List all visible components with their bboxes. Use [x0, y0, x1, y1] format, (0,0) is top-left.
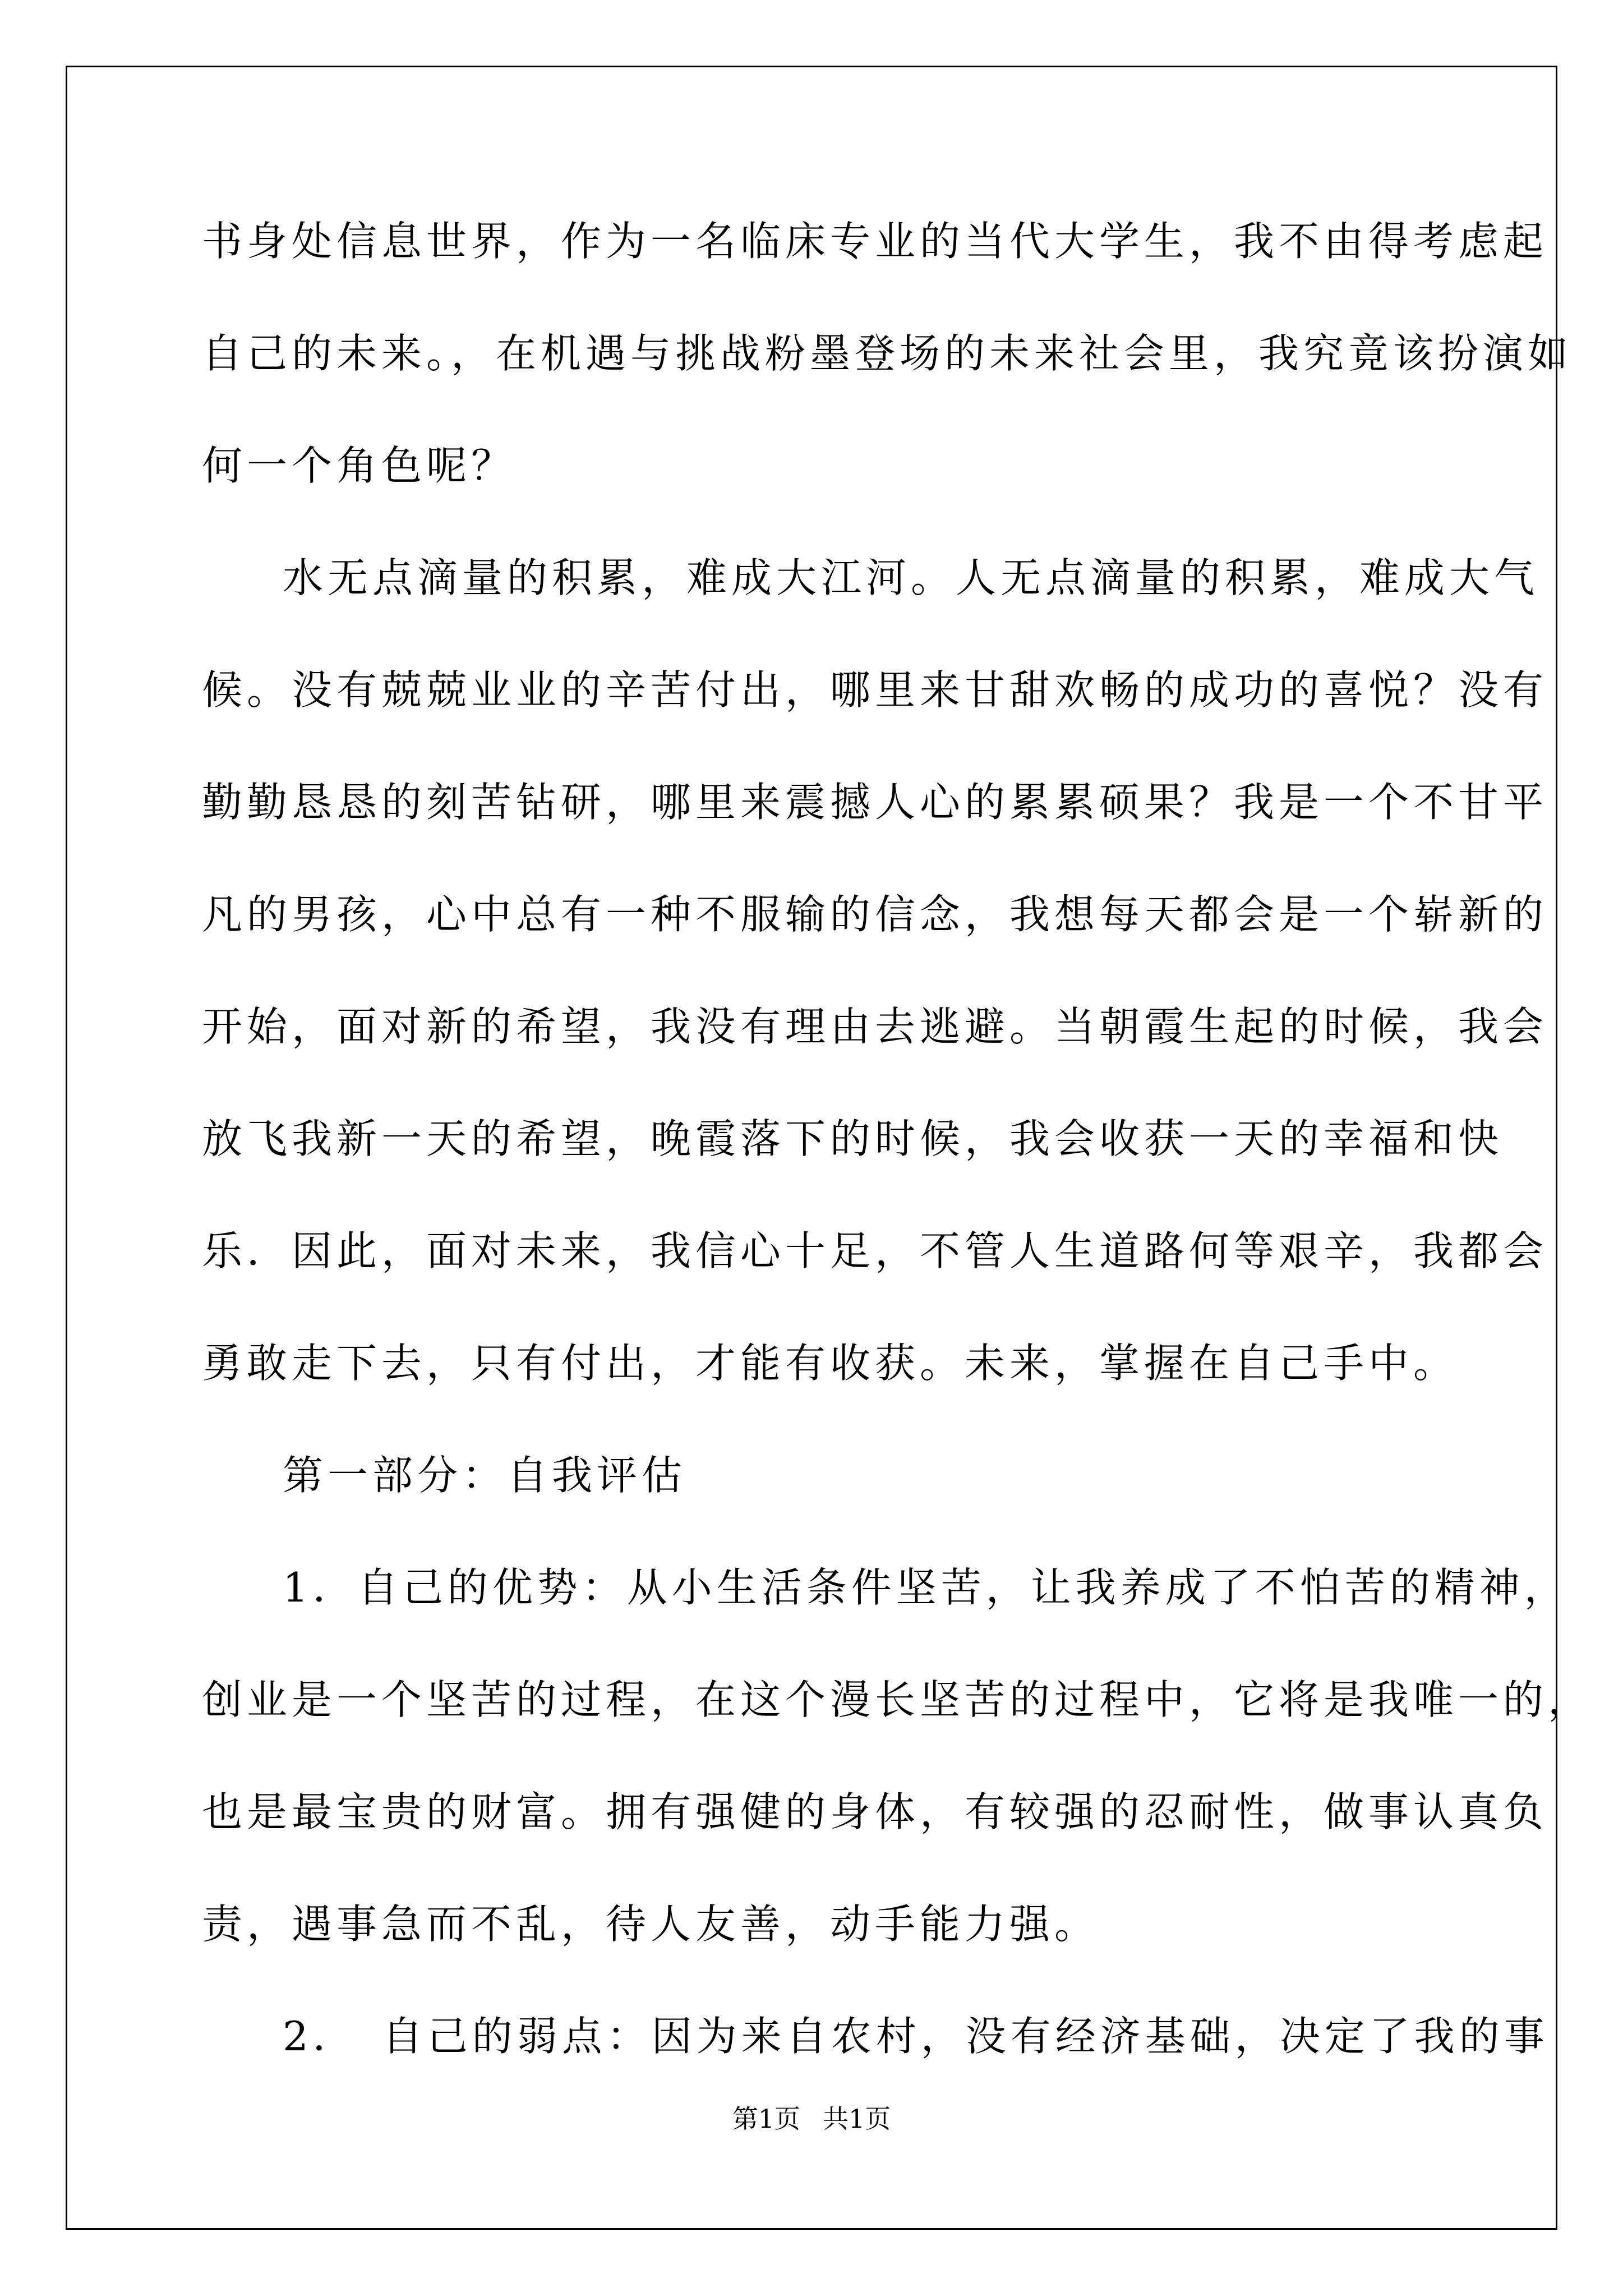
text-line: 凡的男孩，心中总有一种不服输的信念，我想每天都会是一个崭新的	[202, 891, 1548, 938]
text-line: 书身处信息世界，作为一名临床专业的当代大学生，我不由得考虑起	[202, 218, 1548, 265]
page-footer	[0, 2102, 1623, 2136]
text-line: 勇敢走下去，只有付出，才能有收获。未来，掌握在自己手中。	[202, 1340, 1459, 1387]
paragraph-start-line: 水无点滴量的积累，难成大江河。人无点滴量的积累，难成大气	[283, 554, 1539, 601]
page-total: 共1页	[823, 2104, 891, 2134]
document-body	[202, 213, 1593, 2120]
list-item-start-line: 1．自己的优势：从小生活条件坚苦，让我养成了不怕苦的精神，	[283, 1564, 1569, 1611]
text-line: 责，遇事急而不乱，待人友善，动手能力强。	[202, 1901, 1100, 1948]
text-line: 放飞我新一天的希望，晚霞落下的时候，我会收获一天的幸福和快	[202, 1115, 1504, 1162]
list-item-start-line: 2． 自己的弱点：因为来自农村，没有经济基础，决定了我的事	[283, 2013, 1549, 2060]
text-line: 候。没有兢兢业业的辛苦付出，哪里来甘甜欢畅的成功的喜悦？没有	[202, 666, 1548, 714]
text-line: 勤勤恳恳的刻苦钻研，哪里来震撼人心的累累硕果？我是一个不甘平	[202, 779, 1548, 826]
text-line: 自己的未来。，在机遇与挑战粉墨登场的未来社会里，我究竟该扮演如	[202, 330, 1573, 377]
text-line: 也是最宝贵的财富。拥有强健的身体，有较强的忍耐性，做事认真负	[202, 1788, 1548, 1835]
page-number: 第1页	[732, 2104, 800, 2134]
text-line: 何一个角色呢？	[202, 442, 517, 489]
text-line: 开始，面对新的希望，我没有理由去逃避。当朝霞生起的时候，我会	[202, 1003, 1548, 1050]
section-heading: 第一部分：自我评估	[283, 1452, 687, 1499]
text-line: 创业是一个坚苦的过程，在这个漫长坚苦的过程中，它将是我唯一的，	[202, 1676, 1593, 1723]
text-line: 乐．因此，面对未来，我信心十足，不管人生道路何等艰辛，我都会	[202, 1227, 1548, 1274]
